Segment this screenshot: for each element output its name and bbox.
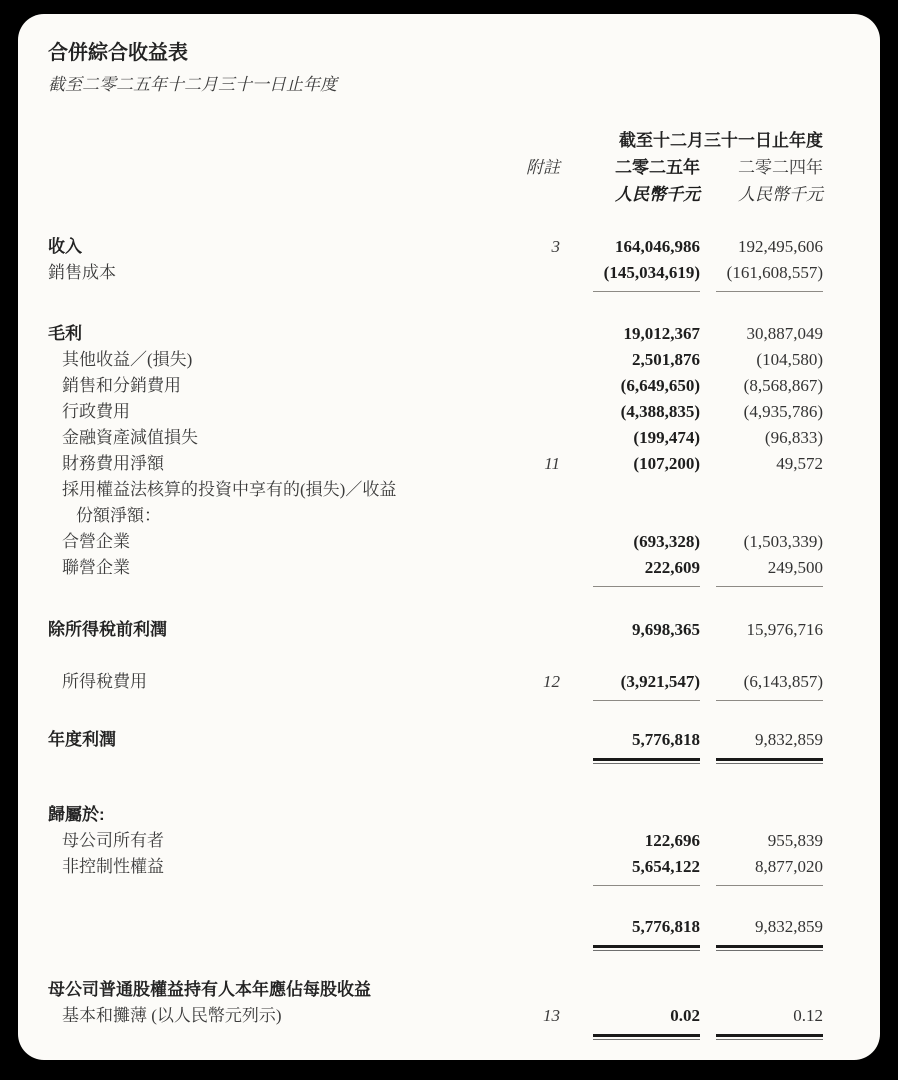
table-row <box>48 1003 823 1040</box>
table-row <box>48 529 823 555</box>
value-2024: 15,976,716 <box>746 620 823 639</box>
value-2025: 5,776,818 <box>593 727 700 764</box>
value-2025: 164,046,986 <box>615 237 700 256</box>
value-2025: 2,501,876 <box>632 350 700 369</box>
row-label: 合營企業 <box>62 532 130 551</box>
value-2024: 9,832,859 <box>716 914 823 951</box>
income-statement-table <box>48 127 823 1040</box>
value-2025: 222,609 <box>593 555 700 587</box>
value-2024: (96,833) <box>764 428 823 447</box>
row-note: 12 <box>543 672 560 691</box>
table-row <box>48 914 823 951</box>
row-label: 除所得稅前利潤 <box>48 620 167 639</box>
value-2025: (3,921,547) <box>593 669 700 701</box>
row-label: 母公司普通股權益持有人本年應佔每股收益 <box>48 980 371 999</box>
row-label: 財務費用淨額 <box>62 454 164 473</box>
row-spacer <box>48 643 823 669</box>
table-row <box>48 425 823 451</box>
table-body <box>48 234 823 1040</box>
table-row <box>48 477 823 503</box>
value-2025: (145,034,619) <box>593 260 700 292</box>
row-spacer <box>48 292 823 321</box>
row-label: 年度利潤 <box>48 730 116 749</box>
value-2025: 9,698,365 <box>632 620 700 639</box>
row-spacer <box>48 701 823 727</box>
table-row <box>48 828 823 854</box>
table-row <box>48 854 823 886</box>
value-2025: 0.02 <box>593 1003 700 1040</box>
row-label: 非控制性權益 <box>62 857 164 876</box>
table-row <box>48 451 823 477</box>
value-2025: 122,696 <box>644 831 700 850</box>
value-2025: 19,012,367 <box>623 324 700 343</box>
value-2024: (4,935,786) <box>743 402 823 421</box>
column-header-2025: 二零二五年 <box>615 158 700 177</box>
row-label: 收入 <box>48 237 82 256</box>
row-label: 母公司所有者 <box>62 831 164 850</box>
period-header: 截至十二月三十一日止年度 <box>619 131 823 150</box>
table-row <box>48 260 823 292</box>
page-title: 合併綜合收益表 <box>48 42 188 64</box>
row-label: 所得稅費用 <box>62 672 147 691</box>
value-2024: 9,832,859 <box>716 727 823 764</box>
value-2024: 49,572 <box>776 454 823 473</box>
value-2025: (6,649,650) <box>620 376 700 395</box>
table-row <box>48 321 823 347</box>
value-2025: 5,654,122 <box>593 854 700 886</box>
value-2024: (8,568,867) <box>743 376 823 395</box>
table-row <box>48 977 823 1003</box>
row-label: 銷售成本 <box>48 263 116 282</box>
table-row <box>48 234 823 260</box>
table-row <box>48 727 823 764</box>
table-row <box>48 617 823 643</box>
value-2024: 30,887,049 <box>746 324 823 343</box>
row-spacer <box>48 951 823 977</box>
unit-header-2024: 人民幣千元 <box>738 185 823 204</box>
value-2025: (199,474) <box>633 428 700 447</box>
row-label: 金融資產減值損失 <box>62 428 198 447</box>
table-header-period-row <box>48 127 823 154</box>
value-2025: (107,200) <box>633 454 700 473</box>
value-2024: (1,503,339) <box>743 532 823 551</box>
table-row <box>48 347 823 373</box>
row-note: 3 <box>551 237 560 256</box>
row-note: 13 <box>543 1006 560 1025</box>
row-spacer <box>48 587 823 617</box>
value-2024: 0.12 <box>716 1003 823 1040</box>
value-2024: (6,143,857) <box>716 669 823 701</box>
value-2024: 249,500 <box>716 555 823 587</box>
row-label: 基本和攤薄 (以人民幣元列示) <box>62 1006 282 1025</box>
row-label: 行政費用 <box>62 402 130 421</box>
note-column-header: 附註 <box>526 158 560 177</box>
table-row <box>48 669 823 701</box>
value-2025: (693,328) <box>633 532 700 551</box>
value-2024: 8,877,020 <box>716 854 823 886</box>
table-row <box>48 802 823 828</box>
page-subtitle: 截至二零二五年十二月三十一日止年度 <box>48 75 337 94</box>
value-2025: 5,776,818 <box>593 914 700 951</box>
row-label: 毛利 <box>48 324 82 343</box>
row-label: 聯營企業 <box>62 558 130 577</box>
row-label: 採用權益法核算的投資中享有的(損失)／收益 <box>62 480 397 499</box>
row-note: 11 <box>544 454 560 473</box>
table-row <box>48 373 823 399</box>
table-header-unit-row <box>48 181 823 208</box>
table-row <box>48 399 823 425</box>
table-row <box>48 555 823 587</box>
row-label: 歸屬於: <box>48 805 105 824</box>
financial-statement-page <box>18 14 880 1060</box>
row-spacer <box>48 886 823 914</box>
value-2024: (104,580) <box>756 350 823 369</box>
table-row <box>48 503 823 529</box>
unit-header-2025: 人民幣千元 <box>615 185 700 204</box>
value-2024: 955,839 <box>767 831 823 850</box>
value-2025: (4,388,835) <box>620 402 700 421</box>
table-header-year-row <box>48 154 823 181</box>
value-2024: 192,495,606 <box>738 237 823 256</box>
row-label: 份額淨額： <box>76 506 161 525</box>
row-label: 其他收益／(損失) <box>62 350 193 369</box>
row-label: 銷售和分銷費用 <box>62 376 181 395</box>
row-spacer <box>48 764 823 802</box>
column-header-2024: 二零二四年 <box>738 158 823 177</box>
value-2024: (161,608,557) <box>716 260 823 292</box>
